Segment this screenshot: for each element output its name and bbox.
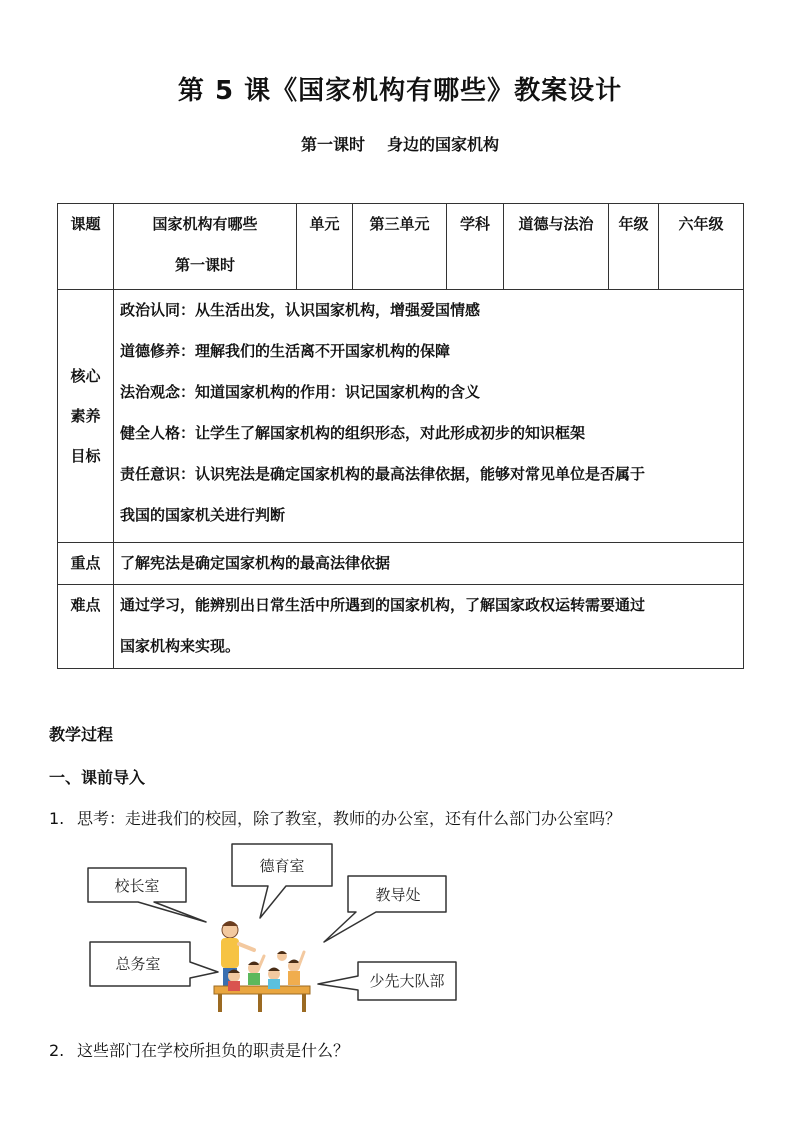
cell-key: 了解宪法是确定国家机构的最高法律依据 bbox=[114, 543, 744, 585]
label-core: 核心 素养 目标 bbox=[58, 290, 114, 543]
table-row-core bbox=[58, 290, 744, 543]
cell-core-goals bbox=[114, 290, 744, 543]
subtitle-lesson: 第一课时 bbox=[300, 135, 365, 154]
speech-bubble-pioneers bbox=[318, 962, 456, 1000]
bubble-principal-label: 校长室 bbox=[114, 877, 160, 895]
list-item: 责任意识：认识宪法是确定国家机构的最高法律依据，能够对常见单位是否属于 bbox=[120, 465, 646, 483]
speech-bubble-general bbox=[90, 942, 218, 986]
topic-period: 第一课时 bbox=[174, 256, 235, 274]
question-number: 1. bbox=[49, 809, 65, 828]
bubble-moral-label: 德育室 bbox=[259, 857, 305, 875]
table-row-key bbox=[58, 543, 744, 585]
label-unit: 单元 bbox=[297, 204, 353, 290]
speech-bubble-teaching bbox=[324, 876, 446, 942]
question-text: 思考：走进我们的校园，除了教室，教师的办公室，还有什么部门办公室吗？ bbox=[77, 809, 622, 828]
table-row-basic bbox=[58, 204, 744, 290]
topic-name: 国家机构有哪些 bbox=[152, 215, 258, 233]
cell-difficult: 通过学习，能辨别出日常生活中所遇到的国家机构，了解国家政权运转需要通过 国家机构来实现。 bbox=[114, 585, 744, 669]
question-text: 这些部门在学校所担负的职责是什么？ bbox=[77, 1041, 350, 1060]
table-row-difficult bbox=[58, 585, 744, 669]
question-number: 2. bbox=[49, 1041, 65, 1060]
list-item: 法治观念：知道国家机构的作用：识记国家机构的含义 bbox=[120, 383, 481, 401]
lesson-info-table bbox=[57, 203, 744, 669]
label-subject: 学科 bbox=[447, 204, 504, 290]
speech-bubble-principal bbox=[88, 868, 206, 922]
bubble-general-label: 总务室 bbox=[115, 955, 161, 973]
subtitle-topic: 身边的国家机构 bbox=[387, 135, 500, 154]
students bbox=[228, 951, 304, 991]
list-item: 健全人格：让学生了解国家机构的组织形态，对此形成初步的知识框架 bbox=[120, 424, 586, 442]
label-topic: 课题 bbox=[58, 204, 114, 290]
cell-unit: 第三单元 bbox=[353, 204, 447, 290]
list-item: 我国的国家机关进行判断 bbox=[120, 506, 286, 524]
label-key: 重点 bbox=[58, 543, 114, 585]
question-1 bbox=[49, 806, 621, 829]
label-grade: 年级 bbox=[609, 204, 659, 290]
label-difficult: 难点 bbox=[58, 585, 114, 669]
section-intro-heading: 一、课前导入 bbox=[49, 768, 146, 787]
cell-topic bbox=[114, 204, 297, 290]
bubble-pioneers-label: 少先大队部 bbox=[369, 972, 445, 990]
list-item: 道德修养：理解我们的生活离不开国家机构的保障 bbox=[120, 342, 451, 360]
cell-subject: 道德与法治 bbox=[504, 204, 609, 290]
teaching-process-heading: 教学过程 bbox=[49, 725, 114, 744]
document-subtitle bbox=[0, 132, 800, 155]
document-title: 第 5 课《国家机构有哪些》教案设计 bbox=[177, 76, 623, 106]
school-offices-illustration bbox=[82, 838, 462, 1018]
cell-grade: 六年级 bbox=[659, 204, 744, 290]
list-item: 政治认同：从生活出发，认识国家机构，增强爱国情感 bbox=[120, 301, 481, 319]
bubble-teaching-label: 教导处 bbox=[375, 886, 421, 904]
question-2 bbox=[49, 1038, 349, 1061]
speech-bubble-moral bbox=[232, 844, 332, 918]
